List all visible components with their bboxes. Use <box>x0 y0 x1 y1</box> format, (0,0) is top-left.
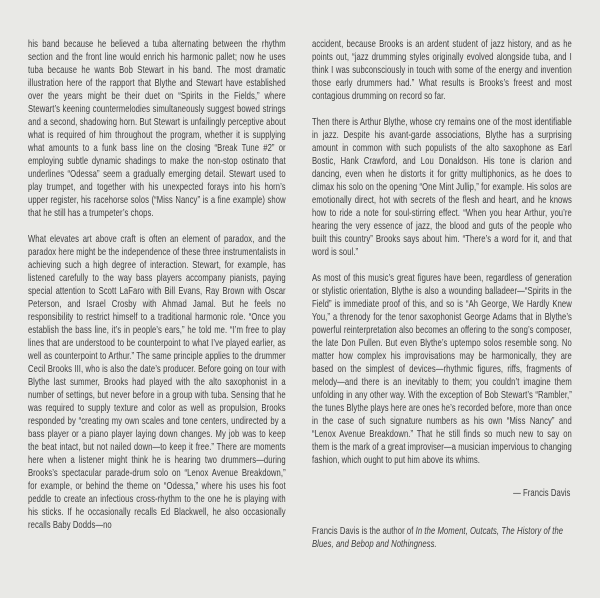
paragraph: As most of this music’s great figures have been, regardless of generation or stylistic orientation, Blythe is also a wounding balladeer—“Spirits in the Field” is immediate proof of this, and so is “Ah George, We Hardly Knew You,” a threnody for the tenor saxophonist George Adams that in Blythe’s powerful reinterpretation also becomes an offering to the song’s composer, the late Don Pullen. But even Blythe’s uptempo solos resemble song. No matter how complex his improvisations may be harmonically, they are based on the simplest of devices—rhythmic figures, riffs, fragments of melody—and there is an inevitably to them; you couldn’t imagine them unfolding in any other way. With the exception of Bob Stewart’s “Rambler,” the tunes Blythe plays here are ones he’s recorded before, more than once in the case of such signature numbers as his own “Miss Nancy” and “Lenox Avenue Breakdown.” That he still finds so much new to say on them is the mark of a great improviser—a musician impervious to changing fashion, which ought to put him above its whims. <box>312 272 572 466</box>
paragraph: accident, because Brooks is an ardent student of jazz history, and as he points out, “jazz drumming styles originally evolved alongside tuba, and I think I was subconsciously in touch with some of the energy and invention those early drummers had.” What results is Brooks’s freest and most contagious drumming on record so far. <box>312 38 572 102</box>
left-text-column <box>28 38 286 545</box>
author-signature: — Francis Davis <box>513 487 571 499</box>
author-bio-book-titles: In the Moment, Outcats, The History of the Blues, and Bebop and Nothingness. <box>312 525 564 550</box>
paragraph: Then there is Arthur Blythe, whose cry remains one of the most identifiable in jazz. Despite his avant-garde associations, Blythe has a surprising amount in common with such populists of the alto saxophone as Earl Bostic, Hank Crawford, and Lou Donaldson. His tone is clarion and dancing, even when he distorts it for gritty multiphonics, as he does to climax his solo on the opening “One Mint Jullip,” for example. His solos are emotionally direct, hot with secrets of the flesh and heart, and he knows how to ride a note for soul-stirring effect. “When you hear Arthur, you’re hearing the very essence of jazz, the blood and guts of the people who built this country” Brooks says about him. “There’s a word for it, and that word is soul.” <box>312 116 572 258</box>
author-bio-prefix: Francis Davis is the author of <box>312 525 416 537</box>
author-bio <box>312 525 572 551</box>
right-text-column <box>312 38 572 564</box>
paragraph: What elevates art above craft is often an element of paradox, and the paradox here might be the independence of these three instrumentalists in achieving such a high degree of interaction. Stewart, for example, has listened carefully to the way bass players accompany pianists, paying special attention to Scott LaFaro with Bill Evans, Ray Brown with Oscar Peterson, and Israel Crosby with Ahmad Jamal. But he feels no responsibility to restrict himself to a traditional harmonic role. “Once you establish the bass line, it’s in people’s ears,” he told me. “I’m free to play lines that are understood to be counterpoint to what I’ve played earlier, as well as counterpoint to Arthur.” The same principle applies to the drummer Cecil Brooks III, who is also the date’s producer. Before going on tour with Blythe last summer, Brooks had played with the alto saxophonist in a number of settings, but never before in a group with tuba. Sensing that he was required to supply texture and color as well as propulsion, Brooks responded by “creating my own scales and tone centers, undirected by a bass player or a piano player laying down changes. My job was to keep the beat intact, but not nailed down—to keep it free.” There are moments here when a listener might think he is hearing two drummers—during Brooks’s spectacular parade-drum solo on “Lenox Avenue Breakdown,” for example, or behind the theme on “Odessa,” where his uses his foot peddle to create an infectious cross-rhythm to the one he is playing with his sticks. If he occasionally recalls Ed Blackwell, he also occasionally recalls Baby Dodds—no <box>28 233 286 531</box>
paragraph: his band because he believed a tuba alternating between the rhythm section and the front line would enrich his harmonic pallet; now he uses tuba because he wants Bob Stewart in his band. The most dramatic illustration here of the rapport that Blythe and Stewart have established over the years might be their duet on “Spirits in the Fields,” where Stewart’s keening countermelodies simultaneously suggest bowed strings and a second, shadowing horn. But Stewart is unfailingly perceptive about what is required of him throughout the program, whether it is supplying what amounts to a funk bass line on the closing “Break Tune #2” or employing subtle dynamic shadings to make the non-stop ostinato that underlines “Odessa” seem a gradually emerging detail. Stewart used to play trumpet, and together with his unexpected forays into his horn’s upper register, his racehorse solos (“Miss Nancy” is a fine example) show that he still has a trumpeter’s chops. <box>28 38 286 219</box>
